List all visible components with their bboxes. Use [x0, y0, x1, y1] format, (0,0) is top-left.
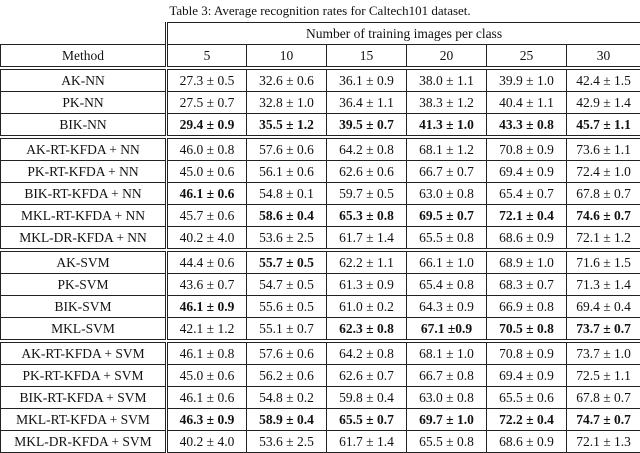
table-row	[1, 296, 640, 318]
value-cell: 61.7 ± 1.4	[327, 227, 407, 249]
value-cell: 55.6 ± 0.5	[247, 296, 327, 318]
header-col: 5	[167, 45, 247, 67]
value-cell: 73.7 ± 0.7	[567, 318, 640, 340]
value-cell: 56.1 ± 0.6	[247, 161, 327, 183]
value-cell: 54.8 ± 0.2	[247, 387, 327, 409]
method-cell: PK-RT-KFDA + NN	[1, 161, 167, 183]
value-cell: 68.9 ± 1.0	[487, 252, 567, 274]
header-col: 10	[247, 45, 327, 67]
value-cell: 46.0 ± 0.8	[167, 139, 247, 161]
value-cell: 74.7 ± 0.7	[567, 409, 640, 431]
value-cell: 39.9 ± 1.0	[487, 70, 567, 92]
value-cell: 43.3 ± 0.8	[487, 114, 567, 136]
value-cell: 54.8 ± 0.1	[247, 183, 327, 205]
value-cell: 70.8 ± 0.9	[487, 139, 567, 161]
table-row	[1, 205, 640, 227]
value-cell: 68.1 ± 1.2	[407, 139, 487, 161]
value-cell: 42.9 ± 1.4	[567, 92, 640, 114]
value-cell: 72.1 ± 0.4	[487, 205, 567, 227]
table-row	[1, 365, 640, 387]
value-cell: 64.2 ± 0.8	[327, 139, 407, 161]
method-cell: AK-RT-KFDA + NN	[1, 139, 167, 161]
value-cell: 40.4 ± 1.1	[487, 92, 567, 114]
header-row-group	[1, 23, 640, 45]
value-cell: 44.4 ± 0.6	[167, 252, 247, 274]
value-cell: 66.7 ± 0.7	[407, 161, 487, 183]
table-row	[1, 318, 640, 340]
method-cell: BIK-SVM	[1, 296, 167, 318]
value-cell: 41.3 ± 1.0	[407, 114, 487, 136]
value-cell: 45.0 ± 0.6	[167, 161, 247, 183]
table-row	[1, 387, 640, 409]
method-cell: BIK-RT-KFDA + SVM	[1, 387, 167, 409]
value-cell: 65.5 ± 0.8	[407, 227, 487, 249]
method-cell: AK-RT-KFDA + SVM	[1, 343, 167, 365]
method-cell: MKL-RT-KFDA + SVM	[1, 409, 167, 431]
value-cell: 46.1 ± 0.6	[167, 183, 247, 205]
method-cell: AK-SVM	[1, 252, 167, 274]
table-row	[1, 274, 640, 296]
value-cell: 61.3 ± 0.9	[327, 274, 407, 296]
value-cell: 72.5 ± 1.1	[567, 365, 640, 387]
value-cell: 46.3 ± 0.9	[167, 409, 247, 431]
table-row	[1, 227, 640, 249]
value-cell: 68.6 ± 0.9	[487, 431, 567, 453]
value-cell: 63.0 ± 0.8	[407, 183, 487, 205]
value-cell: 61.0 ± 0.2	[327, 296, 407, 318]
value-cell: 74.6 ± 0.7	[567, 205, 640, 227]
value-cell: 68.3 ± 0.7	[487, 274, 567, 296]
value-cell: 65.3 ± 0.8	[327, 205, 407, 227]
value-cell: 35.5 ± 1.2	[247, 114, 327, 136]
table-caption: Table 3: Average recognition rates for Caltech101 dataset.	[0, 0, 640, 22]
value-cell: 53.6 ± 2.5	[247, 431, 327, 453]
value-cell: 32.6 ± 0.6	[247, 70, 327, 92]
value-cell: 72.4 ± 1.0	[567, 161, 640, 183]
value-cell: 73.7 ± 1.0	[567, 343, 640, 365]
value-cell: 43.6 ± 0.7	[167, 274, 247, 296]
value-cell: 59.8 ± 0.4	[327, 387, 407, 409]
value-cell: 57.6 ± 0.6	[247, 139, 327, 161]
value-cell: 70.8 ± 0.9	[487, 343, 567, 365]
value-cell: 36.4 ± 1.1	[327, 92, 407, 114]
value-cell: 42.1 ± 1.2	[167, 318, 247, 340]
value-cell: 72.1 ± 1.2	[567, 227, 640, 249]
value-cell: 66.1 ± 1.0	[407, 252, 487, 274]
header-group-label: Number of training images per class	[167, 23, 640, 45]
table-row	[1, 252, 640, 274]
header-col: 20	[407, 45, 487, 67]
value-cell: 63.0 ± 0.8	[407, 387, 487, 409]
value-cell: 66.9 ± 0.8	[487, 296, 567, 318]
value-cell: 69.4 ± 0.9	[487, 161, 567, 183]
value-cell: 56.2 ± 0.6	[247, 365, 327, 387]
table-row	[1, 431, 640, 453]
value-cell: 70.5 ± 0.8	[487, 318, 567, 340]
value-cell: 65.4 ± 0.8	[407, 274, 487, 296]
table-row	[1, 92, 640, 114]
value-cell: 68.1 ± 1.0	[407, 343, 487, 365]
value-cell: 58.6 ± 0.4	[247, 205, 327, 227]
value-cell: 62.2 ± 1.1	[327, 252, 407, 274]
method-cell: BIK-RT-KFDA + NN	[1, 183, 167, 205]
method-cell: MKL-SVM	[1, 318, 167, 340]
header-col: 25	[487, 45, 567, 67]
value-cell: 27.3 ± 0.5	[167, 70, 247, 92]
value-cell: 68.6 ± 0.9	[487, 227, 567, 249]
value-cell: 62.6 ± 0.7	[327, 365, 407, 387]
value-cell: 46.1 ± 0.6	[167, 387, 247, 409]
table-row	[1, 139, 640, 161]
value-cell: 62.6 ± 0.6	[327, 161, 407, 183]
value-cell: 64.3 ± 0.9	[407, 296, 487, 318]
method-cell: MKL-DR-KFDA + NN	[1, 227, 167, 249]
value-cell: 45.7 ± 1.1	[567, 114, 640, 136]
value-cell: 69.5 ± 0.7	[407, 205, 487, 227]
value-cell: 67.1 ±0.9	[407, 318, 487, 340]
header-col: 30	[567, 45, 640, 67]
value-cell: 67.8 ± 0.7	[567, 183, 640, 205]
value-cell: 45.7 ± 0.6	[167, 205, 247, 227]
value-cell: 40.2 ± 4.0	[167, 431, 247, 453]
method-cell: PK-SVM	[1, 274, 167, 296]
table-row	[1, 343, 640, 365]
method-cell: PK-NN	[1, 92, 167, 114]
value-cell: 72.1 ± 1.3	[567, 431, 640, 453]
value-cell: 53.6 ± 2.5	[247, 227, 327, 249]
value-cell: 46.1 ± 0.8	[167, 343, 247, 365]
value-cell: 57.6 ± 0.6	[247, 343, 327, 365]
value-cell: 32.8 ± 1.0	[247, 92, 327, 114]
value-cell: 39.5 ± 0.7	[327, 114, 407, 136]
table-row	[1, 70, 640, 92]
method-cell: PK-RT-KFDA + SVM	[1, 365, 167, 387]
value-cell: 69.4 ± 0.4	[567, 296, 640, 318]
value-cell: 69.4 ± 0.9	[487, 365, 567, 387]
value-cell: 59.7 ± 0.5	[327, 183, 407, 205]
value-cell: 65.5 ± 0.7	[327, 409, 407, 431]
value-cell: 29.4 ± 0.9	[167, 114, 247, 136]
value-cell: 55.1 ± 0.7	[247, 318, 327, 340]
value-cell: 45.0 ± 0.6	[167, 365, 247, 387]
value-cell: 69.7 ± 1.0	[407, 409, 487, 431]
table-row	[1, 114, 640, 136]
method-cell: MKL-DR-KFDA + SVM	[1, 431, 167, 453]
header-row-columns	[1, 45, 640, 67]
value-cell: 65.5 ± 0.6	[487, 387, 567, 409]
method-cell: AK-NN	[1, 70, 167, 92]
value-cell: 42.4 ± 1.5	[567, 70, 640, 92]
table-row	[1, 161, 640, 183]
value-cell: 72.2 ± 0.4	[487, 409, 567, 431]
header-method: Method	[1, 45, 167, 67]
header-blank-cell	[1, 23, 167, 45]
value-cell: 65.4 ± 0.7	[487, 183, 567, 205]
value-cell: 36.1 ± 0.9	[327, 70, 407, 92]
value-cell: 71.6 ± 1.5	[567, 252, 640, 274]
table-row	[1, 409, 640, 431]
value-cell: 58.9 ± 0.4	[247, 409, 327, 431]
value-cell: 61.7 ± 1.4	[327, 431, 407, 453]
value-cell: 55.7 ± 0.5	[247, 252, 327, 274]
header-col: 15	[327, 45, 407, 67]
value-cell: 46.1 ± 0.9	[167, 296, 247, 318]
value-cell: 67.8 ± 0.7	[567, 387, 640, 409]
value-cell: 71.3 ± 1.4	[567, 274, 640, 296]
results-table	[0, 22, 640, 453]
value-cell: 65.5 ± 0.8	[407, 431, 487, 453]
value-cell: 64.2 ± 0.8	[327, 343, 407, 365]
value-cell: 54.7 ± 0.5	[247, 274, 327, 296]
method-cell: BIK-NN	[1, 114, 167, 136]
value-cell: 38.0 ± 1.1	[407, 70, 487, 92]
value-cell: 62.3 ± 0.8	[327, 318, 407, 340]
method-cell: MKL-RT-KFDA + NN	[1, 205, 167, 227]
value-cell: 38.3 ± 1.2	[407, 92, 487, 114]
value-cell: 40.2 ± 4.0	[167, 227, 247, 249]
value-cell: 27.5 ± 0.7	[167, 92, 247, 114]
value-cell: 73.6 ± 1.1	[567, 139, 640, 161]
table-row	[1, 183, 640, 205]
value-cell: 66.7 ± 0.8	[407, 365, 487, 387]
